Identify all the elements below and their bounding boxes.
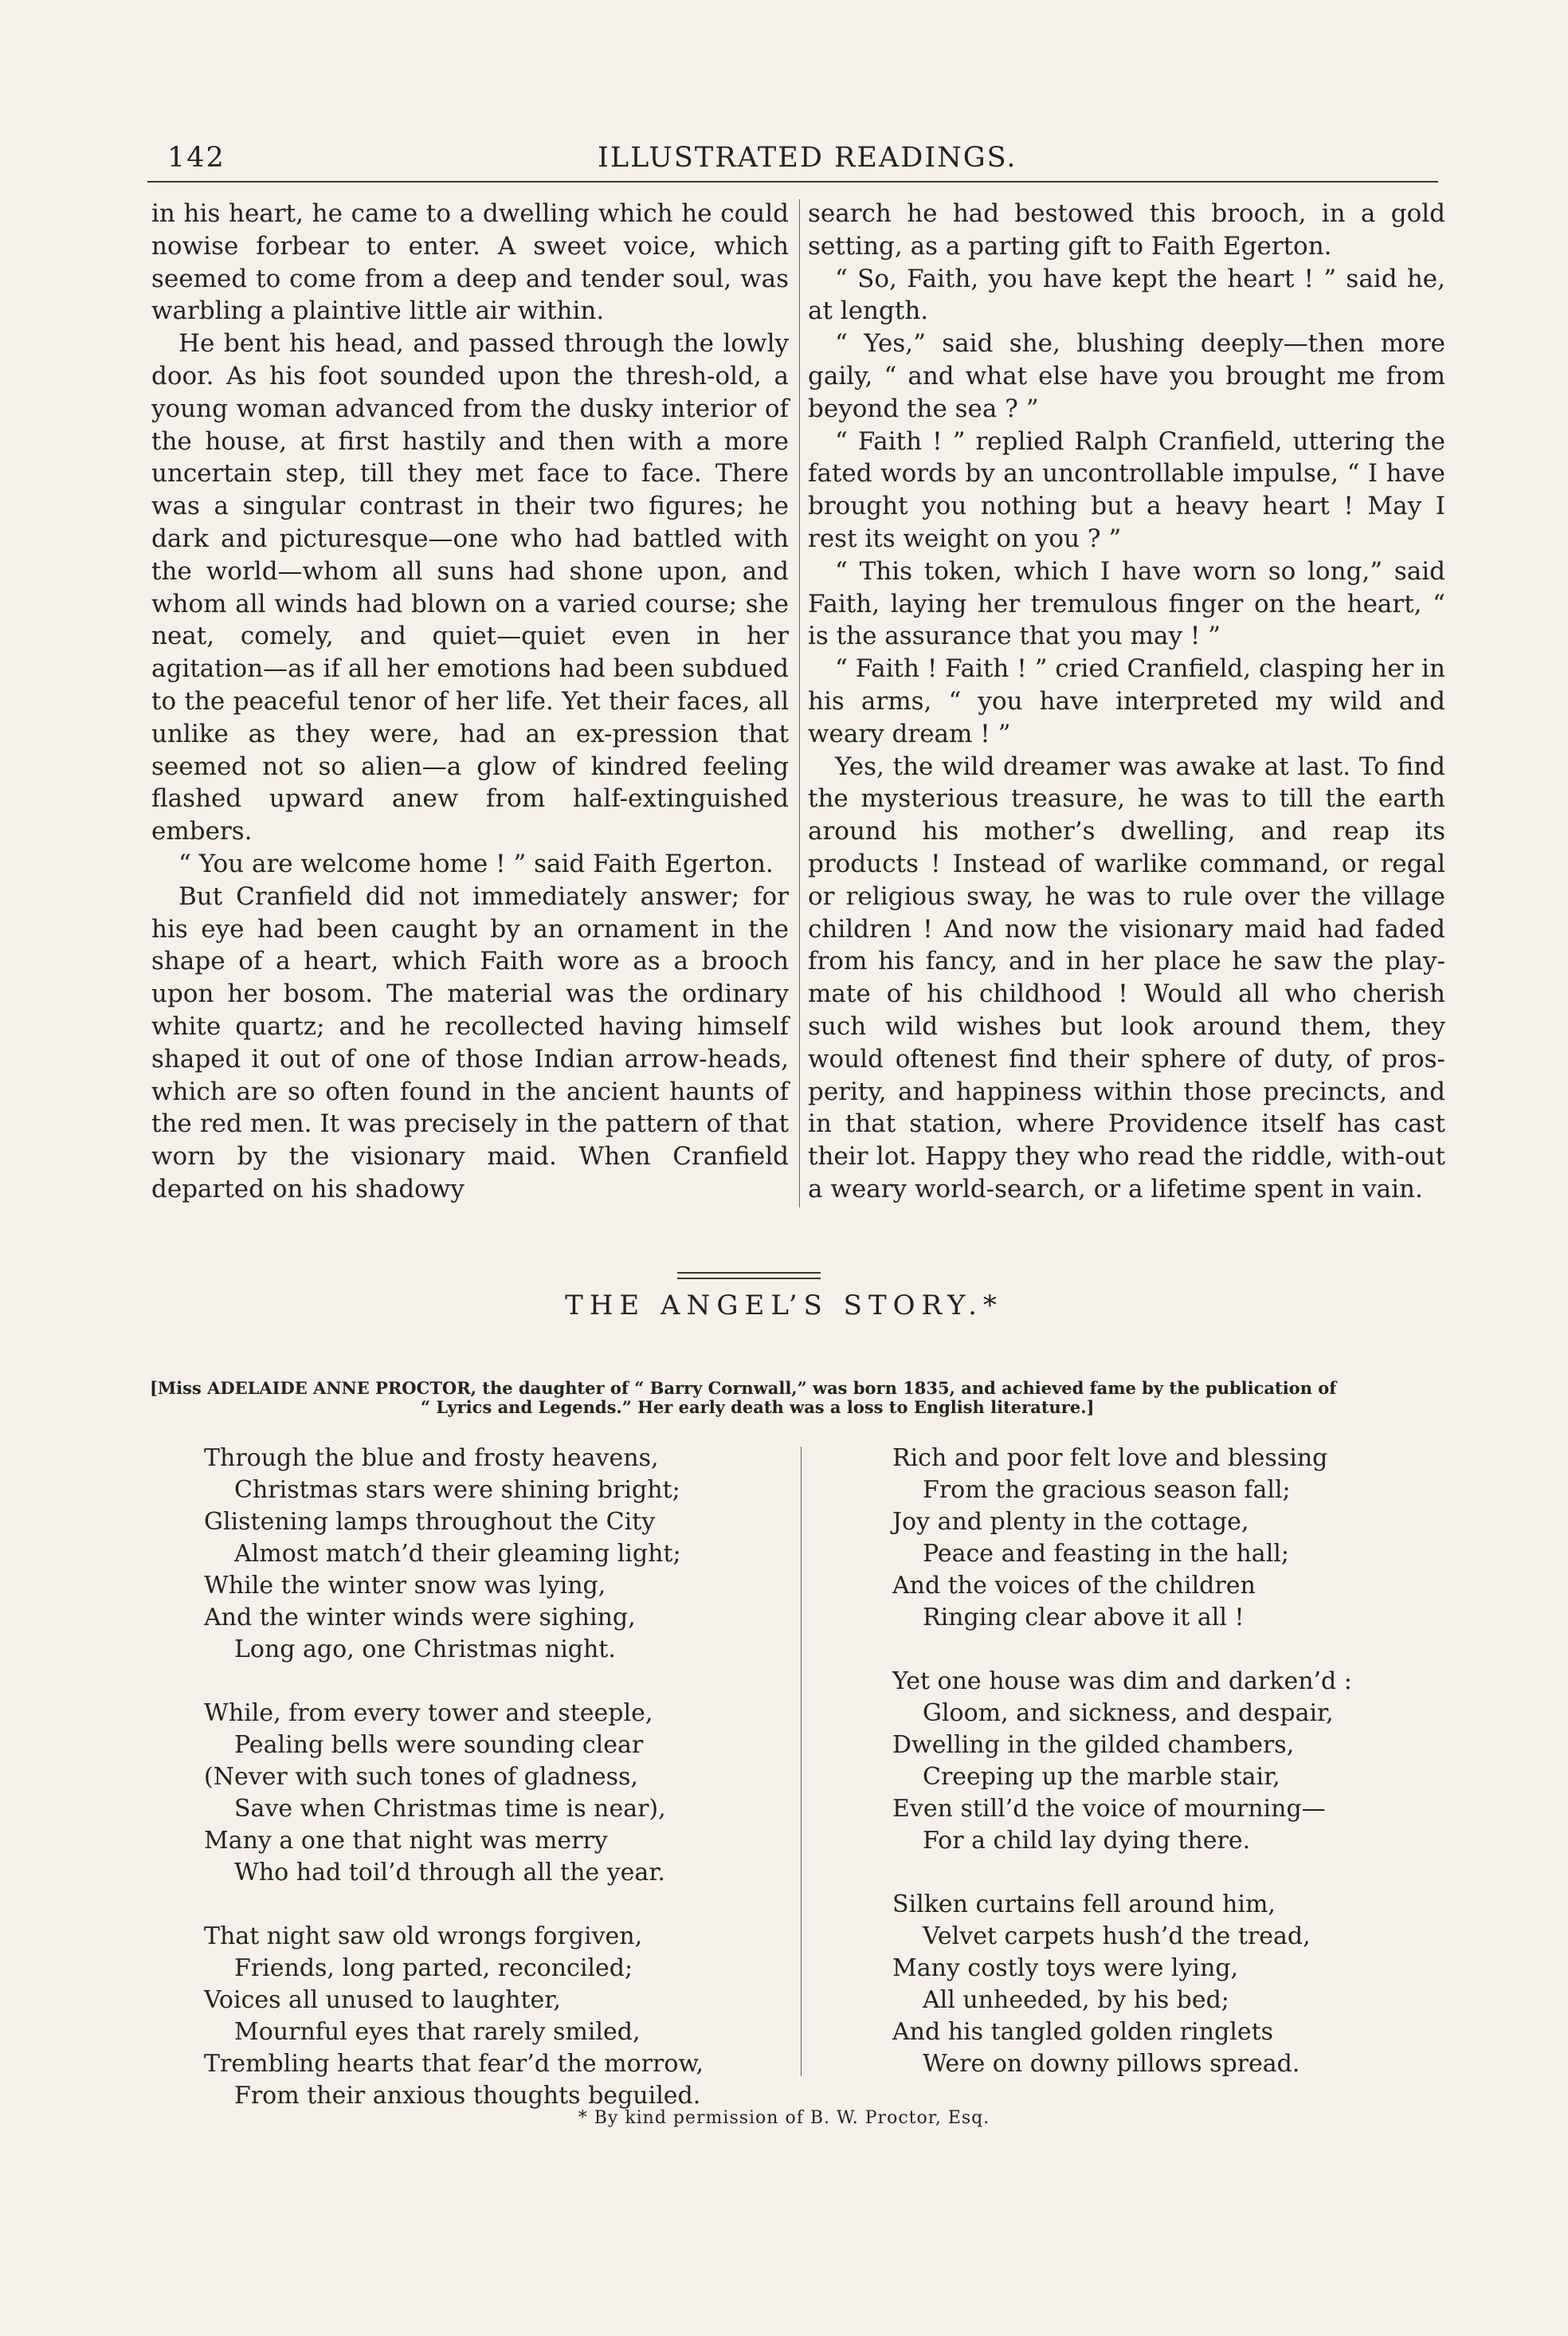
poem-column-left: [204, 1443, 809, 2144]
poem-column-divider: [801, 1447, 802, 2076]
prose-paragraph: search he had bestowed this brooch, in a gold setting, as a parting gift to Faith Egerton.: [808, 199, 1445, 261]
stanza: [892, 1889, 1498, 2080]
stanza: [204, 1698, 809, 1889]
verse-line: That night saw old wrongs forgiven,: [204, 1922, 643, 1950]
section-ornament-rule: [677, 1278, 821, 1279]
verse-line: And the winter winds were sighing,: [204, 1604, 636, 1631]
stanza: [892, 1666, 1498, 1857]
verse-line: Gloom, and sickness, and despair,: [923, 1699, 1334, 1727]
verse-line: Almost match’d their gleaming light;: [234, 1540, 681, 1568]
footnote: * By kind permission of B. W. Proctor, Esq.: [578, 2108, 990, 2128]
verse-line: Long ago, one Christmas night.: [234, 1635, 616, 1663]
verse-line: From the gracious season fall;: [923, 1476, 1291, 1504]
verse-line: Who had toil’d through all the year.: [234, 1859, 665, 1886]
verse-line: (Never with such tones of gladness,: [204, 1763, 638, 1791]
poem-column-right: [892, 1443, 1498, 2112]
prose-paragraph: “ You are welcome home ! ” said Faith Egerton.: [178, 849, 774, 878]
page-number: 142: [167, 142, 225, 174]
stanza: [204, 1921, 809, 2112]
verse-line: Ringing clear above it all !: [923, 1604, 1245, 1631]
verse-line: Christmas stars were shining bright;: [234, 1476, 680, 1504]
verse-line: All unheeded, by his bed;: [923, 1986, 1229, 2014]
author-note-line: [Miss ADELAIDE ANNE PROCTOR, the daughter of “ Barry Cornwall,” was born 1835, and achieved fame by the publication of: [150, 1378, 1337, 1398]
verse-line: Were on downy pillows spread.: [923, 2050, 1300, 2078]
verse-line: Rich and poor felt love and blessing: [892, 1444, 1328, 1472]
verse-line: Save when Christmas time is near),: [234, 1795, 666, 1823]
verse-line: Through the blue and frosty heavens,: [204, 1444, 659, 1472]
verse-line: Friends, long parted, reconciled;: [234, 1954, 633, 1982]
verse-line: For a child lay dying there.: [923, 1827, 1251, 1855]
author-note: [150, 1379, 1441, 1417]
verse-line: Glistening lamps throughout the City: [204, 1508, 656, 1536]
author-note-line: “ Lyrics and Legends.” Her early death was a loss to English literature.]: [421, 1397, 1095, 1417]
running-title: ILLUSTRATED READINGS.: [598, 142, 1017, 174]
verse-line: And the voices of the children: [892, 1572, 1256, 1600]
verse-line: And his tangled golden ringlets: [892, 2018, 1274, 2046]
prose-column-right: [808, 198, 1445, 1206]
stanza: [204, 1443, 809, 1666]
section-ornament-rule: [677, 1272, 821, 1274]
verse-line: Many costly toys were lying,: [892, 1954, 1239, 1982]
verse-line: Silken curtains fell around him,: [892, 1890, 1276, 1918]
verse-line: Even still’d the voice of mourning—: [892, 1795, 1326, 1823]
poem-title: THE ANGEL’S STORY.*: [565, 1290, 1003, 1321]
verse-line: Joy and plenty in the cottage,: [892, 1508, 1249, 1536]
verse-line: Many a one that night was merry: [204, 1827, 608, 1855]
prose-paragraph: “ Faith ! Faith ! ” cried Cranfield, clasping her in his arms, “ you have interpreted my wild and weary dream ! ”: [808, 654, 1445, 748]
prose-paragraph: “ This token, which I have worn so long,” said Faith, laying her tremulous finger on the heart, “ is the assurance that you may ! ”: [808, 556, 1445, 651]
verse-line: Voices all unused to laughter,: [204, 1986, 561, 2014]
prose-column-left: [151, 198, 789, 1206]
column-divider: [799, 199, 800, 1207]
stanza: [892, 1443, 1498, 1634]
prose-paragraph: “ Yes,” said she, blushing deeply—then more gaily, “ and what else have you brought me from beyond the sea ? ”: [808, 329, 1445, 423]
prose-paragraph: But Cranfield did not immediately answer; for his eye had been caught by an ornament in the shape of a heart, which Faith wore as a brooch upon her bosom. The material was the ordinary white quartz; and he recollected having himself shaped it out of one of those Indian arrow-heads, which are so often found in the ancient haunts of the red men. It was precisely in the pattern of that worn by the visionary maid. When Cranfield departed on his shadowy: [151, 881, 789, 1203]
verse-line: Mournful eyes that rarely smiled,: [234, 2018, 641, 2046]
prose-paragraph: “ Faith ! ” replied Ralph Cranfield, uttering the fated words by an uncontrollable impulse, “ I have brought you nothing but a heavy heart ! May I rest its weight on you ? ”: [808, 426, 1445, 553]
prose-paragraph: “ So, Faith, you have kept the heart ! ” said he, at length.: [808, 264, 1445, 326]
prose-paragraph: Yes, the wild dreamer was awake at last. To find the mysterious treasure, he was to till the earth around his mother’s dwelling, and reap its products ! Instead of warlike command, or regal or religious sway, he was to rule over the village children ! And now the visionary maid had faded from his fancy, and in her place he saw the play-mate of his childhood ! Would all who cherish such wild wishes but look around them, they would oftenest find their sphere of duty, of pros-perity, and happiness within those precincts, and in that station, where Providence itself has cast their lot. Happy they who read the riddle, with-out a weary world-search, or a lifetime spent in vain.: [808, 752, 1445, 1203]
verse-line: From their anxious thoughts beguiled.: [234, 2082, 701, 2110]
prose-paragraph: He bent his head, and passed through the lowly door. As his foot sounded upon the thresh-old, a young woman advanced from the dusky interior of the house, at first hastily and then with a more uncertain step, till they met face to face. There was a singular contrast in their two figures; he dark and picturesque—one who had battled with the world—whom all suns had shone upon, and whom all winds had blown on a varied course; she neat, comely, and quiet—quiet even in her agitation—as if all her emotions had been subdued to the peaceful tenor of her life. Yet their faces, all unlike as they were, had an ex-pression that seemed not so alien—a glow of kindred feeling flashed upward anew from half-extinguished embers.: [151, 329, 789, 846]
verse-line: While the winter snow was lying,: [204, 1572, 606, 1600]
running-header: [167, 142, 1442, 177]
verse-line: Velvet carpets hush’d the tread,: [923, 1922, 1311, 1950]
prose-paragraph: in his heart, he came to a dwelling which he could nowise forbear to enter. A sweet voice, which seemed to come from a deep and tender soul, was warbling a plaintive little air within.: [151, 199, 789, 326]
verse-line: Yet one house was dim and darken’d :: [892, 1667, 1352, 1695]
verse-line: Pealing bells were sounding clear: [234, 1731, 644, 1759]
verse-line: While, from every tower and steeple,: [204, 1699, 653, 1727]
verse-line: Peace and feasting in the hall;: [923, 1540, 1289, 1568]
header-rule: [147, 181, 1438, 183]
verse-line: Creeping up the marble stair,: [923, 1763, 1280, 1791]
verse-line: Trembling hearts that fear’d the morrow,: [204, 2050, 704, 2078]
verse-line: Dwelling in the gilded chambers,: [892, 1731, 1295, 1759]
